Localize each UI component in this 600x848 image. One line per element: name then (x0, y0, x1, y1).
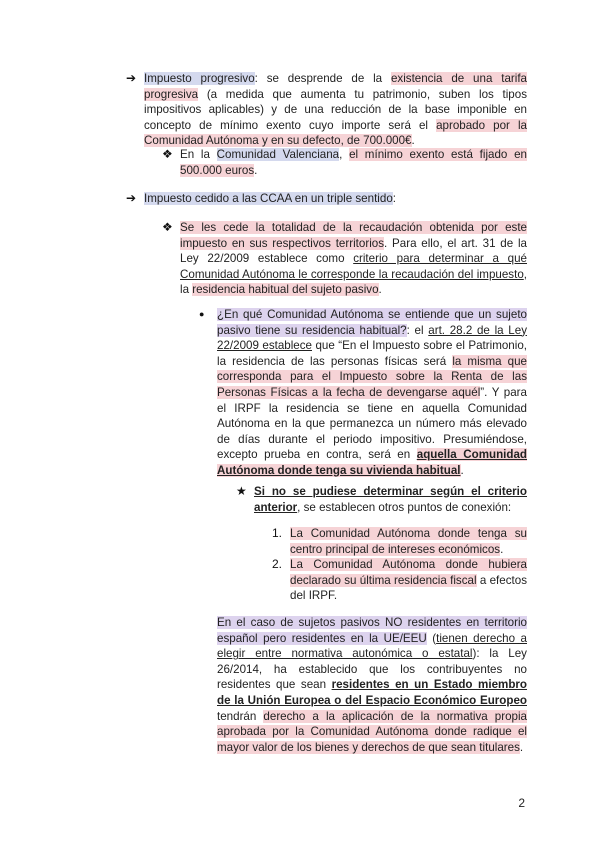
text-span: residencia habitual del sujeto pasivo (192, 283, 379, 297)
text-span: ¿En qué Comunidad Autónoma se entiende que un sujeto pasivo tiene su residencia habitual? (217, 308, 527, 337)
text-span: : se desprende de la (254, 72, 391, 85)
text-span: residentes en un Estado miembro de la Unión Europea o del Espacio Económico Europeo (217, 678, 528, 707)
text-span: ”. Y para el IRPF la residencia se tiene en aquella Comunidad Autónoma en la que permanezca un número más elevado de días durante el periodo impositivo. Presumiéndose, excepto prueba en contra, será en (217, 385, 527, 462)
text-span: aquella Comunidad Autónoma donde tenga su vivienda habitual (217, 448, 528, 477)
text-span: En el caso de sujetos pasivos NO residentes en territorio español pero residentes en la UE/EEU (217, 616, 527, 645)
paragraph-residencia (217, 307, 527, 479)
paragraph-cedido (144, 191, 527, 207)
arrow-bullet-icon: ➔ (126, 191, 137, 205)
text-span: criterio para determinar a qué Comunidad Autónoma le corresponde la recaudación del impuesto (180, 252, 527, 281)
text-span: , se establecen otros puntos de conexión: (297, 500, 512, 514)
text-span: La Comunidad Autónoma donde tenga su centro principal de intereses económicos (290, 527, 527, 556)
paragraph-recaudacion (180, 220, 527, 298)
text-span: , la (180, 267, 527, 297)
text-span: que “En el Impuesto sobre el Patrimonio, la residencia de las personas físicas será (217, 339, 527, 368)
text-span: Si no se pudiese determinar según el criterio anterior (254, 485, 527, 514)
diamond-bullet-icon: ❖ (162, 147, 173, 161)
page-number: 2 (518, 796, 525, 810)
text-span: aprobado por la Comunidad Autónoma y en su defecto, de 700.000€ (144, 118, 527, 148)
text-span: , (339, 148, 350, 161)
arrow-bullet-icon: ➔ (126, 71, 137, 85)
text-span: . (378, 283, 382, 297)
text-span: art. 28.2 de la Ley 22/2009 establece (217, 323, 527, 353)
dot-bullet-icon: ● (199, 309, 205, 319)
text-span: existencia de una tarifa progresiva (144, 72, 527, 101)
list-number: 1. (272, 526, 283, 540)
list-item (290, 557, 527, 604)
text-span: La Comunidad Autónoma donde hubiera declarado su última residencia fiscal (290, 558, 527, 587)
text-span: la misma que corresponda para el Impuesto sobre la Renta de las Personas Físicas a la fecha de devengarse aquél (217, 354, 527, 399)
paragraph-progresivo (144, 71, 527, 149)
text-span: . (254, 163, 258, 177)
text-span: a efectos del IRPF. (290, 573, 527, 603)
text-span: . (500, 542, 504, 556)
text-span: Comunidad Valenciana (216, 148, 340, 161)
text-span: . Para ello, el art. 31 de la Ley 22/2009 establece como (180, 236, 527, 266)
text-span: (a medida que aumenta tu patrimonio, suben los tipos impositivos aplicables) y de una reducción de la base imponible en concepto de mínimo exento (144, 87, 527, 132)
text-span: . (519, 740, 524, 754)
text-span: Impuesto progresivo (144, 72, 255, 85)
text-span: ): la Ley 26/2014, ha establecido que los contribuyentes no residentes que sean (217, 647, 527, 692)
paragraph-no-residentes (217, 615, 527, 755)
text-span: En la (180, 148, 217, 161)
text-span: Se les cede la totalidad de la recaudación obtenida por este impuesto en sus respectivos territorios (180, 221, 527, 250)
text-span: : el (406, 323, 429, 337)
text-span: tendrán (217, 709, 264, 723)
paragraph-criterio (254, 484, 527, 515)
text-span: derecho a la aplicación de la normativa propia aprobada por la Comunidad Autónoma donde radique el mayor valor de los bienes y derechos de que sean titulares (217, 709, 528, 754)
text-span: ( (426, 631, 437, 645)
paragraph-valenciana (180, 147, 527, 178)
text-span: Impuesto cedido a las CCAA en un triple sentido (144, 192, 393, 205)
text-span: el mínimo exento está fijado en 500.000 euros (180, 148, 527, 177)
text-span: tienen derecho a elegir entre normativa autonómica o estatal (217, 631, 527, 661)
star-bullet-icon: ★ (236, 484, 247, 498)
list-number: 2. (272, 557, 283, 571)
text-span: . (411, 134, 415, 148)
text-span: cuyo importe será el (300, 118, 437, 132)
text-span: : (392, 192, 397, 205)
text-span: . (460, 463, 464, 477)
diamond-bullet-icon: ❖ (162, 220, 173, 234)
list-item (290, 526, 527, 557)
